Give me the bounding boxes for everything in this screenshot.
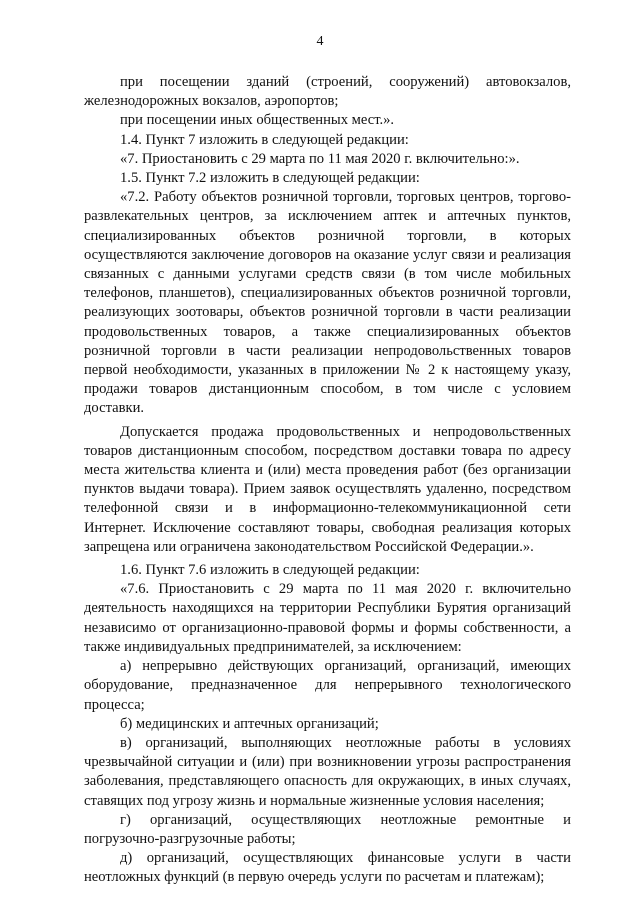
paragraph: «7. Приостановить с 29 марта по 11 мая 2020 г. включительно:». [120,150,520,167]
paragraph: Допускается продажа продовольственных и непродовольственных товаров дистанционным способом, посредством доставки товара по адресу места жительства клиента и (или) места проведения работ (без организации пунктов выдачи товара). Прием заявок осуществлять удаленно, посредством телефонной связи и в информационно-телекоммуникационной сети Интернет. Исключение составляют товары, свободная реализация которых запрещена или ограничена законодательством Российской Федерации.». [84,423,571,555]
list-item: г) организаций, осуществляющих неотложные ремонтные и погрузочно-разгрузочные работы; [84,811,571,847]
paragraph: 1.6. Пункт 7.6 изложить в следующей редакции: [120,562,420,579]
page-number: 4 [316,34,324,49]
paragraph: 1.5. Пункт 7.2 изложить в следующей редакции: [120,170,420,187]
list-item: а) непрерывно действующих организаций, организаций, имеющих оборудование, предназначенное для непрерывного технологического процесса; [84,658,571,713]
list-item: б) медицинских и аптечных организаций; [120,715,379,732]
paragraph: 1.4. Пункт 7 изложить в следующей редакции: [120,131,409,148]
list-item: д) организаций, осуществляющих финансовые услуги в части неотложных функций (в первую очередь услуги по расчетам и платежам); [84,850,571,886]
document-body [84,73,571,888]
paragraph: при посещении зданий (строений, сооружений) автовокзалов, железнодорожных вокзалов, аэропортов; [84,74,571,110]
paragraph: при посещении иных общественных мест.». [120,112,395,129]
paragraph: «7.6. Приостановить с 29 марта по 11 мая 2020 г. включительно деятельность находящихся на территории Республики Бурятия организаций независимо от организационно-правовой формы и формы собственности, а также индивидуальных предпринимателей, за исключением: [84,581,571,655]
list-item: в) организаций, выполняющих неотложные работы в условиях чрезвычайной ситуации и (или) при возникновении угрозы распространения заболевания, представляющего опасность для окружающих, в иных случаях, ставящих под угрозу жизнь и нормальные жизненные условия населения; [84,734,571,809]
paragraph: «7.2. Работу объектов розничной торговли, торговых центров, торгово-развлекательных центров, за исключением аптек и аптечных пунктов, специализированных объектов розничной торговли, в которых осуществляются заключение договоров на оказание услуг связи и реализация связанных с данными услугами средств связи (в том числе мобильных телефонов, планшетов), специализированных объектов розничной торговли, реализующих зоотовары, объектов розничной торговли в части реализации продовольственных товаров, а также специализированных объектов розничной торговли в части реализации непродовольственных товаров первой необходимости, указанных в приложении № 2 к настоящему указу, продажи товаров дистанционным способом, в том числе с условием доставки. [84,189,571,417]
